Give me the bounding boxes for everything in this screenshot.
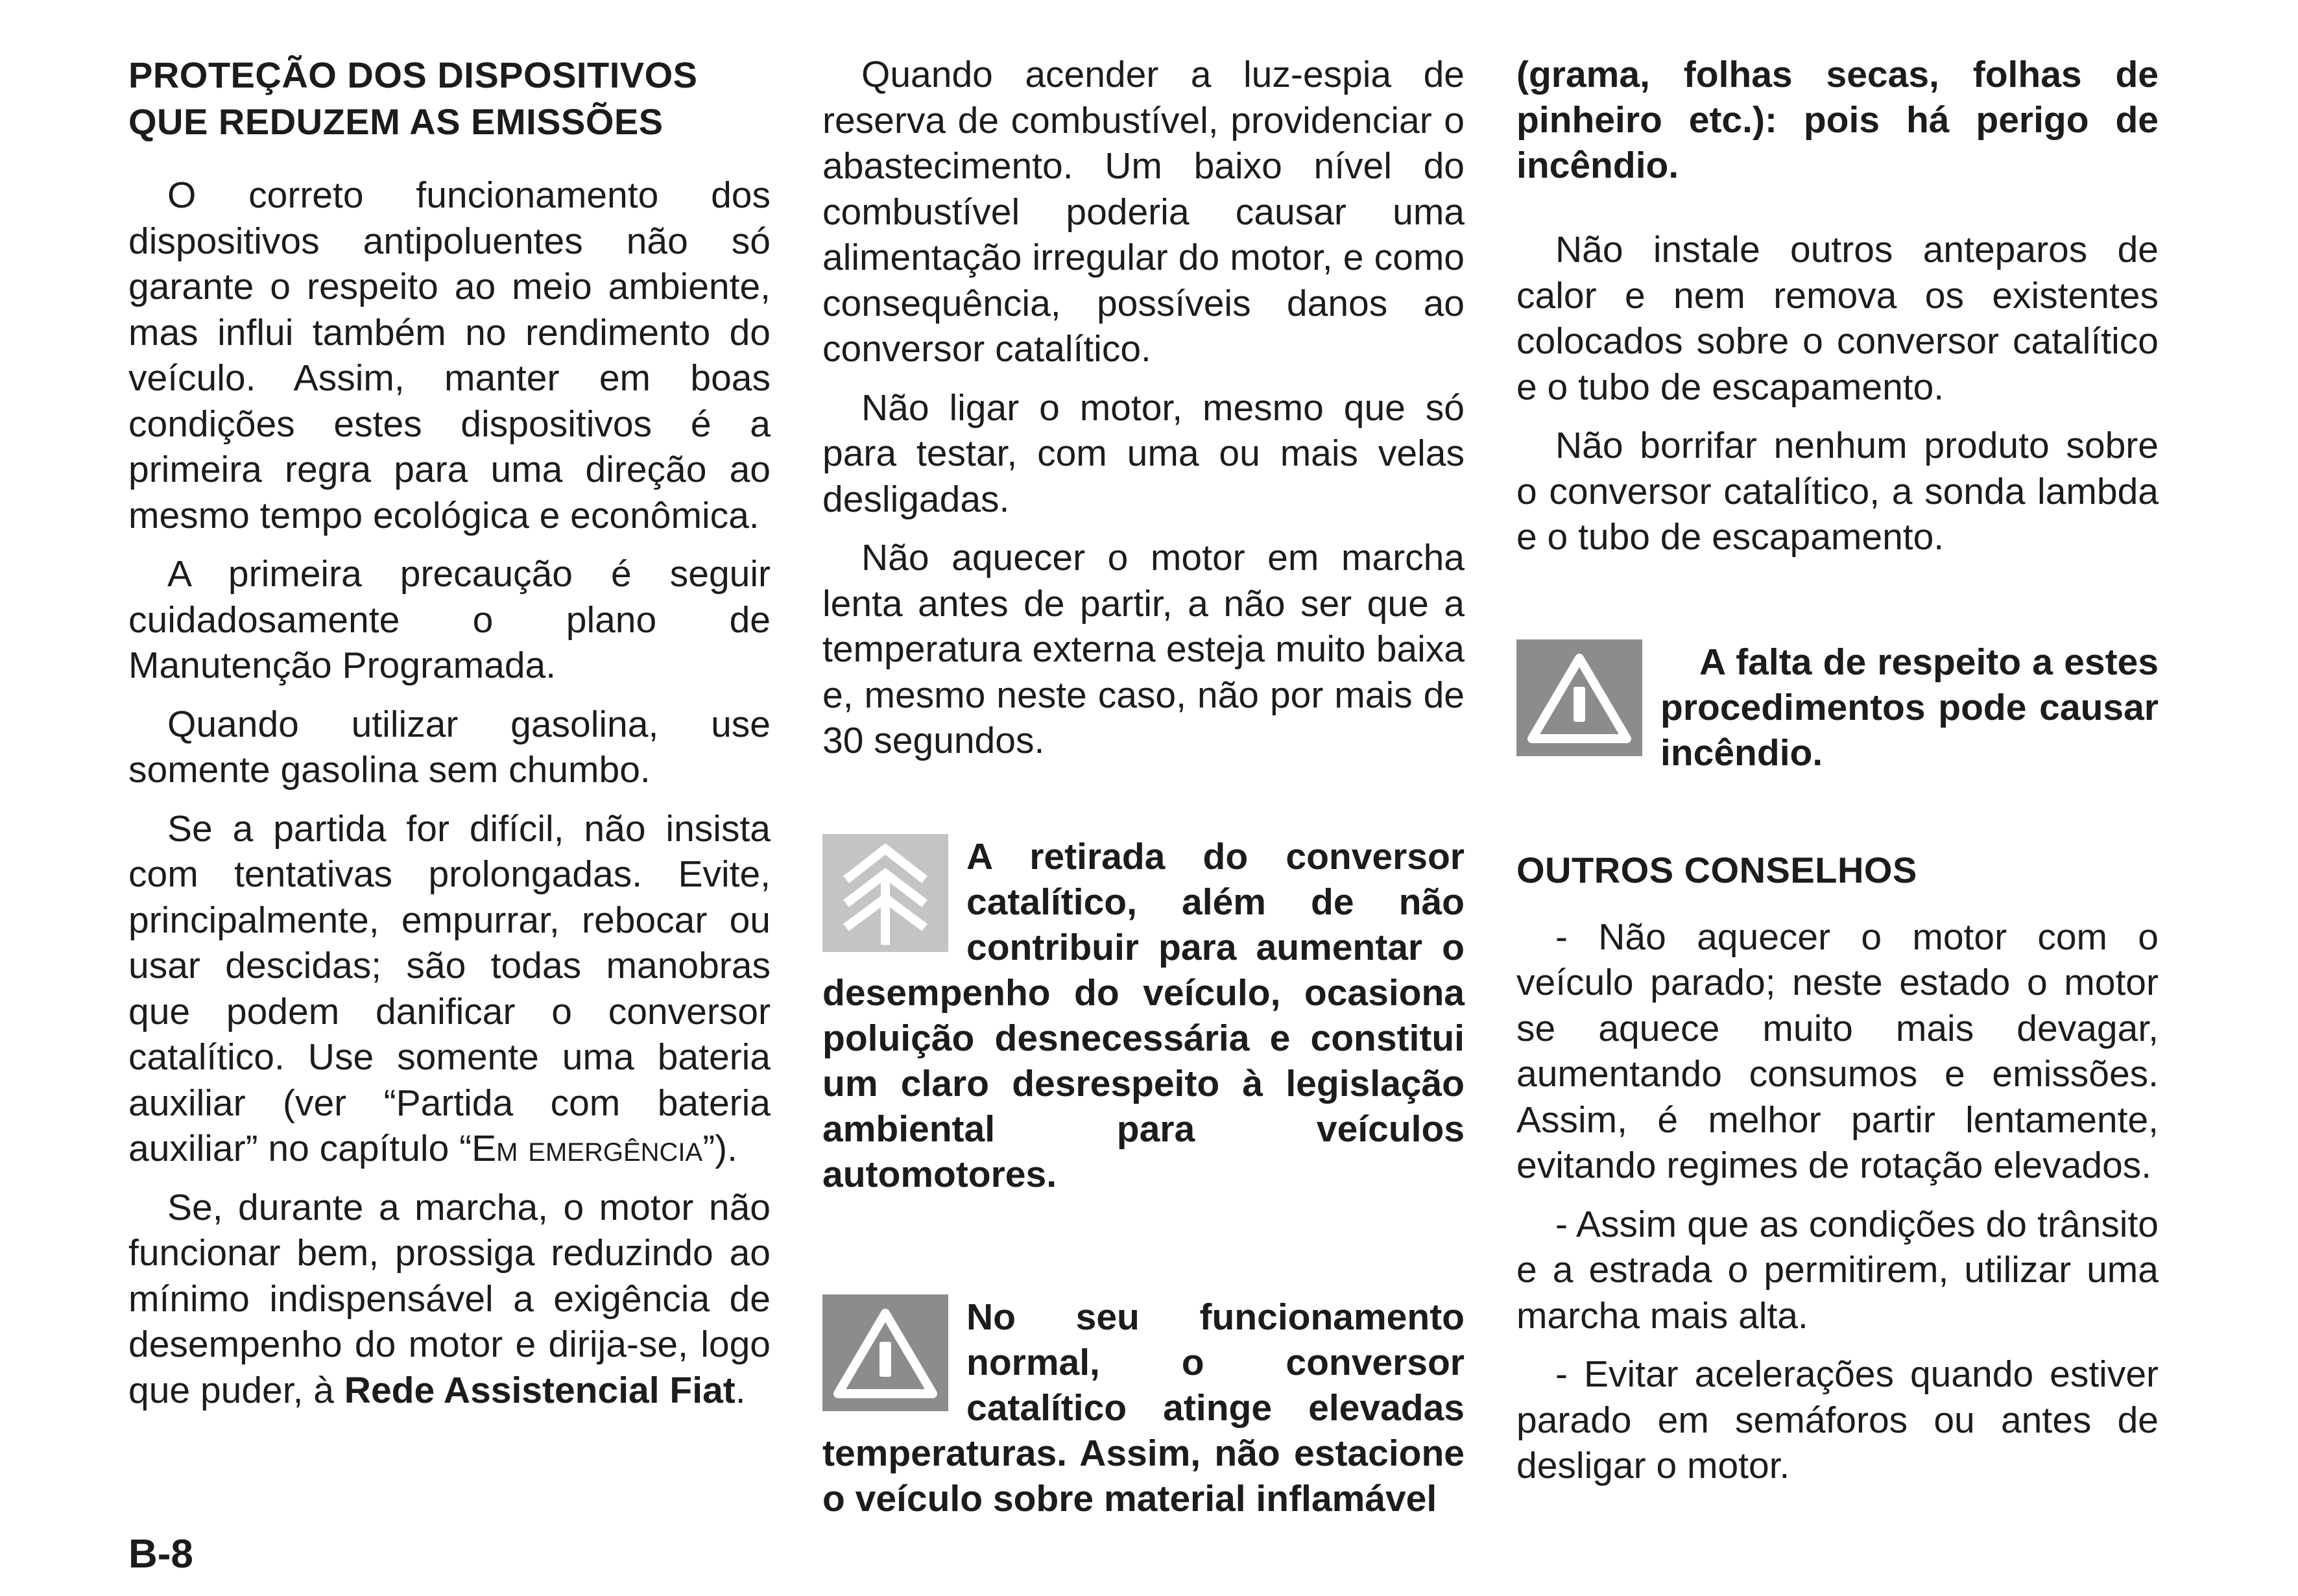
malfunction-end: . [735, 1369, 746, 1411]
warning-triangle-icon [1516, 639, 1642, 756]
section-heading-advice: OUTROS CONSELHOS [1516, 849, 1917, 890]
paragraph-fuel-reserve: Quando acender a luz-espia de reserva de combustível, providenciar o abastecimento. Um baixo nível do combustível poderia causar uma alimentação irregular do motor, e como consequência, possíveis danos ao conversor catalítico. [822, 54, 1465, 370]
heading-line-1: PROTEÇÃO DOS DISPOSITIVOS [128, 54, 698, 95]
paragraph-no-spray: Não borrifar nenhum produto sobre o conversor catalítico, a sonda lambda e o tubo de escapamento. [1516, 425, 2159, 558]
paragraph-hard-start [128, 806, 771, 1172]
warning-temperature-text: No seu funcionamento normal, o conversor catalítico atinge elevadas temperaturas. Assim, não estacione o veículo sobre material inflamável [822, 1296, 1465, 1519]
environment-note-text: A retirada do conversor catalítico, além de não contribuir para aumentar o desempenho do veículo, ocasiona poluição desnecessária e constitui um claro desrespeito à legislação ambiental para veículos automotores. [822, 835, 1465, 1195]
paragraph-heat-shields: Não instale outros anteparos de calor e nem remova os existentes colocados sobre o conversor catalítico e o tubo de escapamento. [1516, 229, 2159, 408]
chapter-reference: Em emergência [472, 1128, 703, 1169]
advice-item: - Não aquecer o motor com o veículo parado; neste estado o motor se aquece muito mais devagar, aumentando consumos e emissões. Assim, é melhor partir lentamente, evitando regimes de rotação elevados. [1516, 916, 2159, 1186]
paragraph-idle-warmup: Não aquecer o motor em marcha lenta antes de partir, a não ser que a temperatura externa esteja muito baixa e, mesmo neste caso, não por mais de 30 segundos. [822, 537, 1465, 761]
paragraph-malfunction [128, 1185, 771, 1414]
warning-triangle-icon [822, 1294, 948, 1411]
paragraph-unleaded: Quando utilizar gasolina, use somente gasolina sem chumbo. [128, 703, 771, 791]
column-middle [822, 52, 1465, 1521]
warning-fire-text: A falta de respeito a estes procedimentos pode causar incêndio. [1660, 641, 2159, 774]
hard-start-text: Se a partida for difícil, não insista com tentativas prolongadas. Evite, principalmente, empurrar, rebocar ou usar descidas; são todas manobras que podem danificar o conversor catalítico. Use somente uma bateria auxiliar (ver “Partida com bateria auxiliar” no capítulo “ [128, 807, 771, 1169]
advice-item: - Assim que as condições do trânsito e a estrada o permitirem, utilizar uma marcha mais alta. [1516, 1203, 2159, 1337]
warning-temperature [822, 1294, 1465, 1521]
column-left [128, 52, 771, 1413]
environment-tree-icon [822, 834, 948, 952]
warning-temperature-continued: (grama, folhas secas, folhas de pinheiro etc.): pois há perigo de incêndio. [1516, 54, 2159, 186]
warning-fire [1516, 639, 2159, 776]
paragraph-antipollution: O correto funcionamento dos dispositivos antipoluentes não só garante o respeito ao meio ambiente, mas influi também no rendimento do veículo. Assim, manter em boas condições estes dispositivos é a primeira regra para uma direção ao mesmo tempo ecológica e econômica. [128, 174, 771, 536]
advice-item: - Evitar acelerações quando estiver parado em semáforos ou antes de desligar o motor. [1516, 1353, 2159, 1486]
environment-note [822, 834, 1465, 1197]
paragraph-maintenance: A primeira precaução é seguir cuidadosamente o plano de Manutenção Programada. [128, 553, 771, 686]
malfunction-text: Se, durante a marcha, o motor não funcionar bem, prossiga reduzindo ao mínimo indispensável a exigência de desempenho do motor e dirija-se, logo que puder, à [128, 1186, 771, 1411]
hard-start-end: ”). [702, 1128, 738, 1169]
page-number: B-8 [128, 1532, 193, 1577]
service-network: Rede Assistencial Fiat [344, 1369, 736, 1411]
section-heading-emissions [128, 52, 771, 145]
paragraph-spark-plugs: Não ligar o motor, mesmo que só para testar, com uma ou mais velas desligadas. [822, 387, 1465, 520]
heading-line-2: QUE REDUZEM AS EMISSÕES [128, 101, 664, 142]
column-right [1516, 52, 2159, 1489]
